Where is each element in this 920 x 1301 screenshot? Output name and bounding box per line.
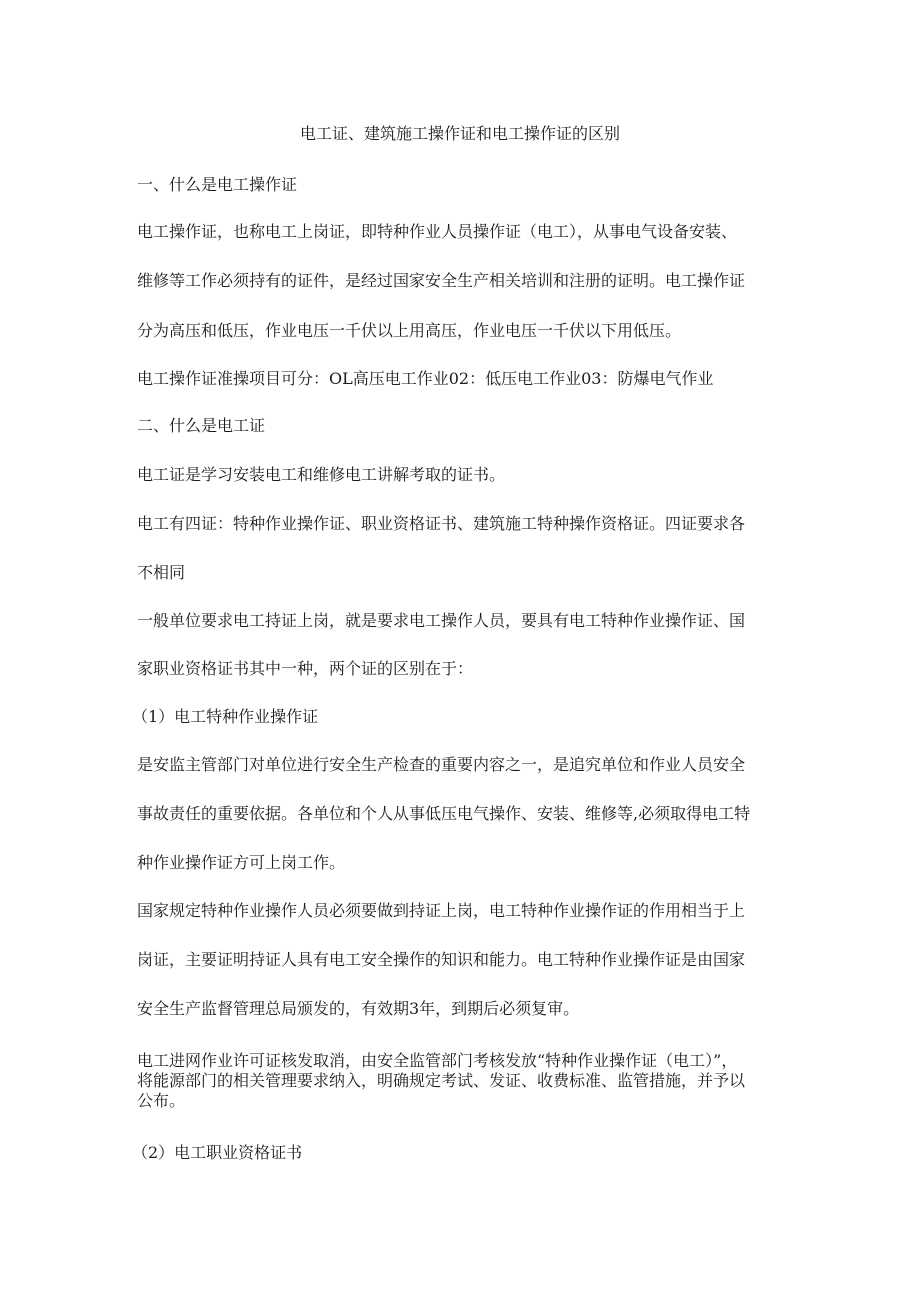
paragraph-4-line-1: 电工有四证：特种作业操作证、职业资格证书、建筑施工特种操作资格证。四证要求各	[137, 514, 746, 533]
document-title: 电工证、建筑施工操作证和电工操作证的区别	[299, 124, 620, 143]
paragraph-3: 电工证是学习安装电工和维修电工讲解考取的证书。	[137, 465, 506, 484]
paragraph-8-line-1: 电工进网作业许可证核发取消，由安全监管部门考核发放“特种作业操作证（电工）”，	[137, 1051, 738, 1070]
subheading-2: （2）电工职业资格证书	[132, 1143, 303, 1162]
section-heading-1: 一、什么是电工操作证	[137, 175, 298, 194]
paragraph-1-line-3: 分为高压和低压，作业电压一千伏以上用高压，作业电压一千伏以下用低压。	[137, 321, 682, 340]
subheading-1: （1）电工特种作业操作证	[132, 707, 319, 726]
paragraph-5-line-2: 家职业资格证书其中一种，两个证的区别在于：	[137, 659, 474, 678]
paragraph-7-line-2: 岗证，主要证明持证人具有电工安全操作的知识和能力。电工特种作业操作证是由国家	[137, 950, 746, 969]
paragraph-7-line-1: 国家规定特种作业操作人员必须要做到持证上岗，电工特种作业操作证的作用相当于上	[137, 901, 746, 920]
paragraph-8-line-3: 公布。	[137, 1091, 186, 1110]
paragraph-6-line-2: 事故责任的重要依据。各单位和个人从事低压电气操作、安装、维修等,必须取得电工特	[137, 804, 751, 823]
paragraph-4-line-2: 不相同	[137, 563, 186, 582]
paragraph-1-line-1: 电工操作证，也称电工上岗证，即特种作业人员操作证（电工），从事电气设备安装、	[137, 222, 738, 241]
paragraph-1-line-2: 维修等工作必须持有的证件，是经过国家安全生产相关培训和注册的证明。电工操作证	[137, 271, 746, 290]
paragraph-8	[137, 1051, 797, 1111]
paragraph-7-line-3: 安全生产监督管理总局颁发的，有效期3年，到期后必须复审。	[137, 999, 580, 1018]
paragraph-8-line-2: 将能源部门的相关管理要求纳入，明确规定考试、发证、收费标准、监管措施，并予以	[137, 1071, 746, 1090]
section-heading-2: 二、什么是电工证	[137, 416, 266, 435]
paragraph-5-line-1: 一般单位要求电工持证上岗，就是要求电工操作人员，要具有电工特种作业操作证、国	[137, 611, 746, 630]
paragraph-6-line-1: 是安监主管部门对单位进行安全生产检查的重要内容之一，是追究单位和作业人员安全	[137, 755, 746, 774]
paragraph-2: 电工操作证准操项目可分：OL高压电工作业02：低压电工作业03：防爆电气作业	[137, 369, 714, 388]
paragraph-6-line-3: 种作业操作证方可上岗工作。	[137, 853, 346, 872]
